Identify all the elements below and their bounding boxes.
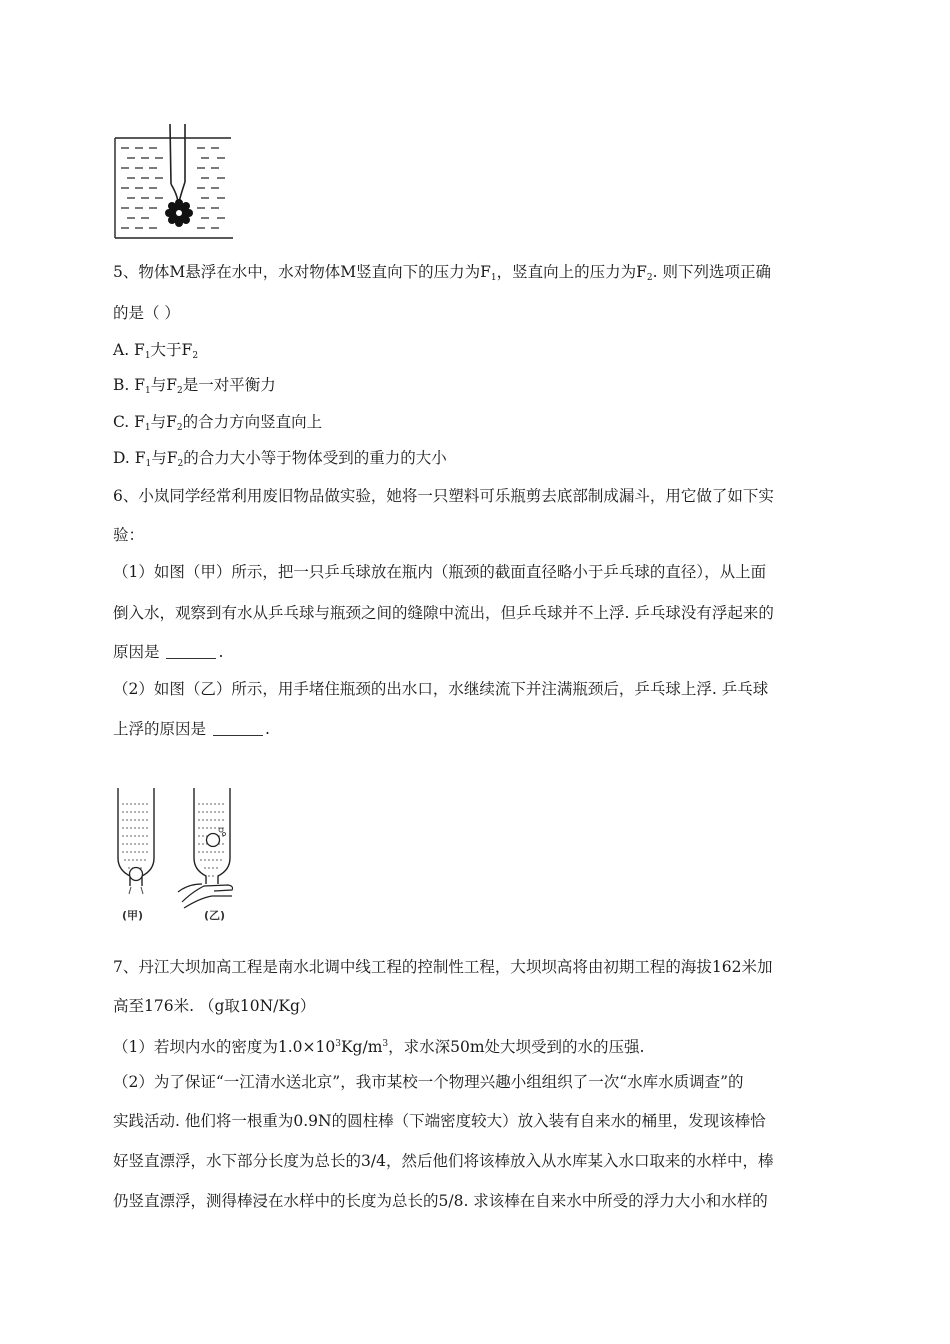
q5-option-b: B. $F_1$与$F_2$是一对平衡力 [113,376,276,396]
q5-option-c: C. $F_1$与$F_2$的合力方向竖直向上 [113,413,323,433]
answer-blank [166,644,216,659]
q6-part2-line2: 上浮的原因是 . [113,720,270,738]
q7-stem-line2: 高至176米. （g取10N/Kg） [113,997,316,1015]
q5-stem-line2: 的是（ ） [113,304,180,322]
q5-option-d: D. $F_1$与$F_2$的合力大小等于物体受到的重力的大小 [113,449,447,469]
q7-part2-line2: 实践活动. 他们将一根重为0.9N的圆柱棒（下端密度较大）放入装有自来水的桶里，发现该棒恰 [113,1112,766,1130]
q5-stem-line1: 5、物体M悬浮在水中，水对物体M竖直向下的压力为$F_1$，竖直向上的压力为$F_2$. 则下列选项正确 [113,263,771,283]
q7-part2-line3: 好竖直漂浮，水下部分长度为总长的3/4，然后他们将该棒放入从水库某入水口取来的水样中，棒 [113,1152,774,1170]
q6-stem-line1: 6、小岚同学经常利用废旧物品做实验，她将一只塑料可乐瓶剪去底部制成漏斗，用它做了如下实 [113,487,774,505]
q7-part1: （1）若坝内水的密度为$1.0\times 10^3Kg/m^3$，求水深50m处大坝受到的水的压强. [113,1038,645,1056]
q6-part1-line2: 倒入水，观察到有水从乒乓球与瓶颈之间的缝隙中流出，但乒乓球并不上浮. 乒乓球没有浮起来的 [113,604,774,622]
q6-part1-line1: （1）如图（甲）所示，把一只乒乓球放在瓶内（瓶颈的截面直径略小于乒乓球的直径），从上面 [113,563,767,581]
q7-stem-line1: 7、丹江大坝加高工程是南水北调中线工程的控制性工程，大坝坝高将由初期工程的海拔162米加 [113,958,773,976]
q6-stem-line2: 验： [113,526,145,544]
hand-icon [178,884,233,908]
q7-part2-line4: 仍竖直漂浮，测得棒浸在水样中的长度为总长的5/8. 求该棒在自来水中所受的浮力大小和水样的 [113,1192,768,1210]
q6-part2-line1: （2）如图（乙）所示，用手堵住瓶颈的出水口，水继续流下并注满瓶颈后，乒乓球上浮. 乒乓球 [113,680,769,698]
answer-blank [213,721,263,736]
figure-label-a: (甲) [122,909,144,922]
q6-part1-line3: 原因是 . [113,643,224,661]
funnel-bottles-figure [108,788,258,922]
figure-label-b: (乙) [204,909,226,922]
q5-option-a: A. $F_1$大于$F_2$ [113,341,199,361]
ping-pong-ball-b [207,834,220,847]
ping-pong-ball-a [130,868,143,881]
suspended-object-figure [113,124,237,240]
q7-part2-line1: （2）为了保证“一江清水送北京”，我市某校一个物理兴趣小组组织了一次“水库水质调查”的 [113,1073,744,1091]
